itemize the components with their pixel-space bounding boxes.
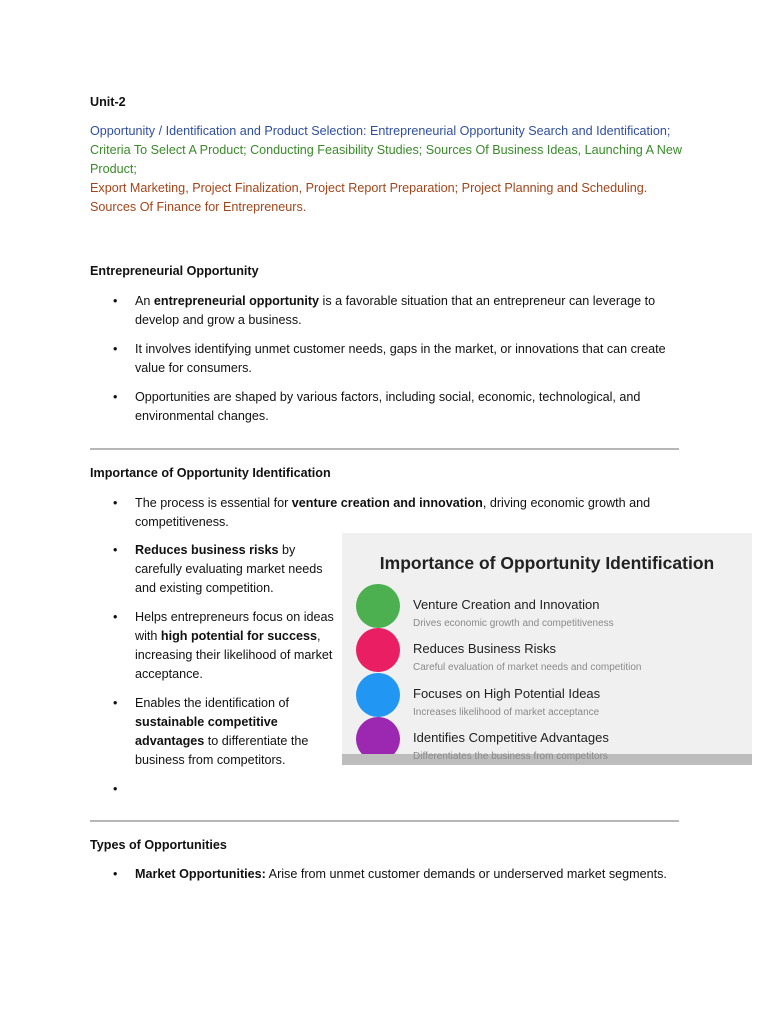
section3-list — [90, 865, 690, 894]
green-circle-icon — [356, 584, 400, 628]
section1-list — [90, 292, 670, 436]
bullet-icon: • — [113, 610, 118, 624]
section-heading-types: Types of Opportunities — [90, 838, 227, 852]
infographic-row-subtitle: Differentiates the business from competitors — [413, 751, 608, 762]
list-item: • Helps entrepreneurs focus on ideas with high potential for success, increasing their likelihood of market acceptance. — [113, 610, 334, 681]
list-item: • Market Opportunities: Arise from unmet customer demands or underserved market segments. — [90, 865, 690, 884]
list-item: • An entrepreneurial opportunity is a favorable situation that an entrepreneur can leverage to develop and grow a business. — [113, 294, 656, 327]
bullet-icon: • — [113, 696, 118, 710]
bullet-icon: • — [113, 496, 118, 510]
topics-green: Criteria To Select A Product; Conducting Feasibility Studies; Sources Of Business Ideas, Launching A New Product; — [90, 143, 682, 176]
blue-circle-icon — [356, 673, 400, 717]
infographic-row-subtitle: Increases likelihood of market acceptance — [413, 707, 600, 718]
infographic-title: Importance of Opportunity Identification — [379, 553, 715, 573]
list-item: • Reduces business risks by carefully evaluating market needs and existing competition. — [113, 543, 323, 595]
bullet-icon: • — [113, 867, 118, 881]
infographic-image — [342, 533, 752, 765]
list-item-empty — [90, 780, 338, 799]
section2-list — [90, 541, 338, 809]
topics-block — [90, 122, 690, 217]
bullet-icon: • — [113, 390, 118, 404]
infographic-row-title: Focuses on High Potential Ideas — [413, 686, 601, 701]
list-item: • The process is essential for venture creation and innovation, driving economic growth and competitiveness. — [113, 496, 651, 529]
bullet-icon: • — [113, 543, 118, 557]
infographic-row-title: Identifies Competitive Advantages — [413, 730, 609, 745]
list-item: • Enables the identification of sustainable competitive advantages to differentiate the business from competitors. — [113, 696, 309, 767]
section-heading-entrepreneurial-opportunity: Entrepreneurial Opportunity — [90, 264, 259, 278]
bullet-icon: • — [113, 294, 118, 308]
topics-brown: Export Marketing, Project Finalization, Project Report Preparation; Project Planning and Scheduling. Sources Of Finance for Entrepreneurs. — [90, 181, 648, 214]
list-item: • Opportunities are shaped by various factors, including social, economic, technological, and environmental changes. — [113, 390, 641, 423]
topics-blue: Opportunity / Identification and Product Selection: Entrepreneurial Opportunity Search and Identification; — [90, 124, 671, 138]
infographic-row-subtitle: Drives economic growth and competitiveness — [413, 618, 614, 629]
divider — [90, 820, 679, 822]
infographic-row-subtitle: Careful evaluation of market needs and competition — [413, 662, 642, 673]
pink-circle-icon — [356, 628, 400, 672]
section-heading-importance: Importance of Opportunity Identification — [90, 466, 331, 480]
infographic-row-title: Reduces Business Risks — [413, 641, 557, 656]
list-item: • It involves identifying unmet customer needs, gaps in the market, or innovations that can create value for consumers. — [113, 342, 666, 375]
unit-title: Unit-2 — [90, 95, 126, 109]
bullet-icon: • — [113, 342, 118, 356]
divider — [90, 448, 679, 450]
bullet-icon: • — [113, 782, 118, 796]
infographic-row-title: Venture Creation and Innovation — [413, 597, 600, 612]
